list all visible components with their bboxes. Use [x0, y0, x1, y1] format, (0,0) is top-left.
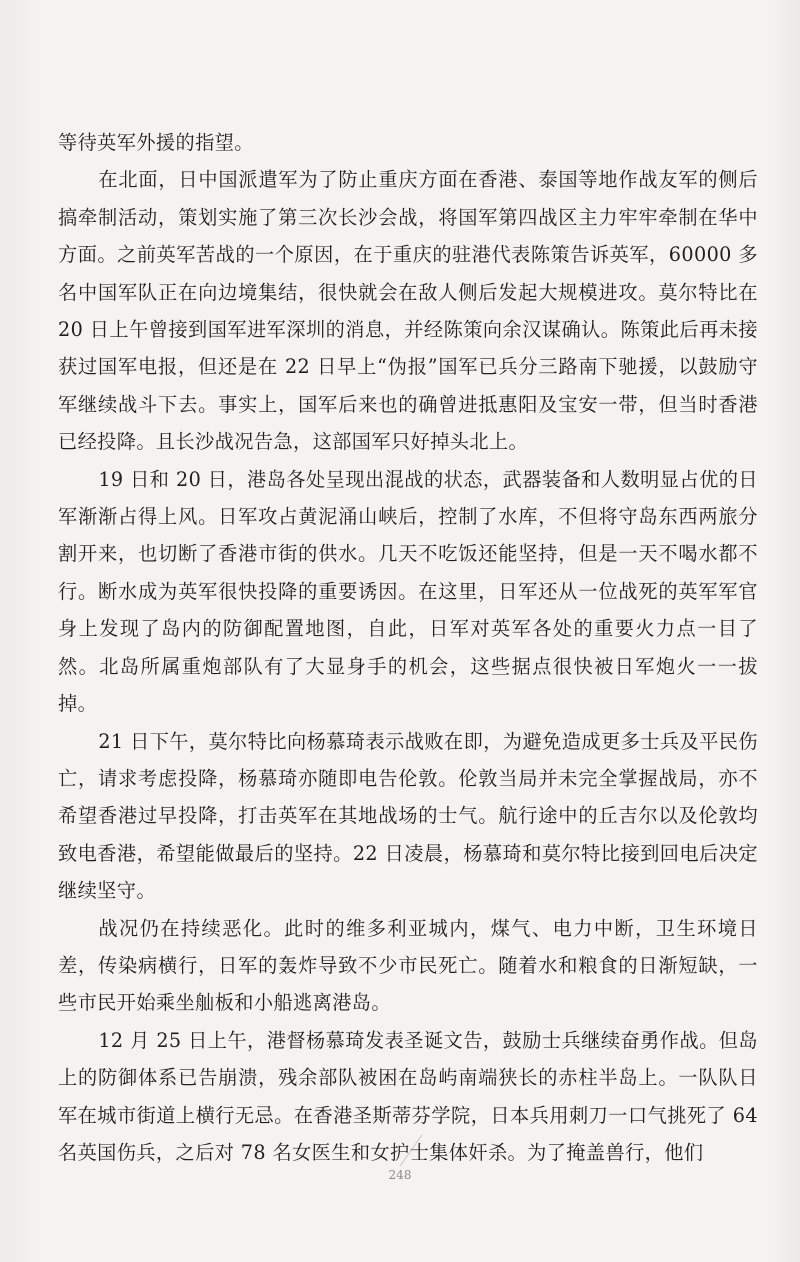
- paragraph-1: 等待英军外援的指望。: [58, 131, 254, 154]
- paragraph-6: 12 月 25 日上午，港督杨慕琦发表圣诞文告，鼓励士兵继续奋勇作战。但岛上的防御体系已告崩溃，残余部队被困在岛屿南端狭长的赤柱半岛上。一队队日军在城市街道上横行无忌。在香港圣斯蒂芬学院，日本兵用刺刀一口气挑死了 64 名英国伤兵，之后对 78 名女医生和女护士集体奸杀。为了掩盖兽行，他们: [58, 1028, 758, 1164]
- paragraph-3: 19 日和 20 日，港岛各处呈现出混战的状态，武器装备和人数明显占优的日军渐渐占得上风。日军攻占黄泥涌山峡后，控制了水库，不但将守岛东西两旅分割开来，也切断了香港市街的供水。几天不吃饭还能坚持，但是一天不喝水都不行。断水成为英军很快投降的重要诱因。在这里，日军还从一位战死的英军军官身上发现了岛内的防御配置地图，自此，日军对英军各处的重要火力点一目了然。北岛所属重炮部队有了大显身手的机会，这些据点很快被日军炮火一一拔掉。: [58, 467, 758, 716]
- paragraph-4: 21 日下午，莫尔特比向杨慕琦表示战败在即，为避免造成更多士兵及平民伤亡，请求考虑投降，杨慕琦亦随即电告伦敦。伦敦当局并未完全掌握战局，亦不希望香港过早投降，打击英军在其地战场的士气。航行途中的丘吉尔以及伦敦均致电香港，希望能做最后的坚持。22 日凌晨，杨慕琦和莫尔特比接到回电后决定继续坚守。: [58, 729, 758, 903]
- paragraph-2: 在北面，日中国派遣军为了防止重庆方面在香港、泰国等地作战友军的侧后搞牵制活动，策划实施了第三次长沙会战，将国军第四战区主力牢牢牵制在华中方面。之前英军苦战的一个原因，在于重庆的驻港代表陈策告诉英军，60000 多名中国军队正在向边境集结，很快就会在敌人侧后发起大规模进攻。莫尔特比在 20 日上午曾接到国军进军深圳的消息，并经陈策向余汉谋确认。陈策此后再未接获过国军电报，但还是在 22 日早上“伪报”国军已兵分三路南下驰援，以鼓励守军继续战斗下去。事实上，国军后来也的确曾进抵惠阳及宝安一带，但当时香港已经投降。且长沙战况告急，这部国军只好掉头北上。: [58, 168, 758, 454]
- paragraph-5: 战况仍在持续恶化。此时的维多利亚城内，煤气、电力中断，卫生环境日差，传染病横行，日军的轰炸导致不少市民死亡。随着水和粮食的日渐短缺，一些市民开始乘坐舢板和小船逃离港岛。: [58, 916, 758, 1015]
- page-number: 248: [388, 1168, 412, 1182]
- body-text: [58, 124, 758, 1171]
